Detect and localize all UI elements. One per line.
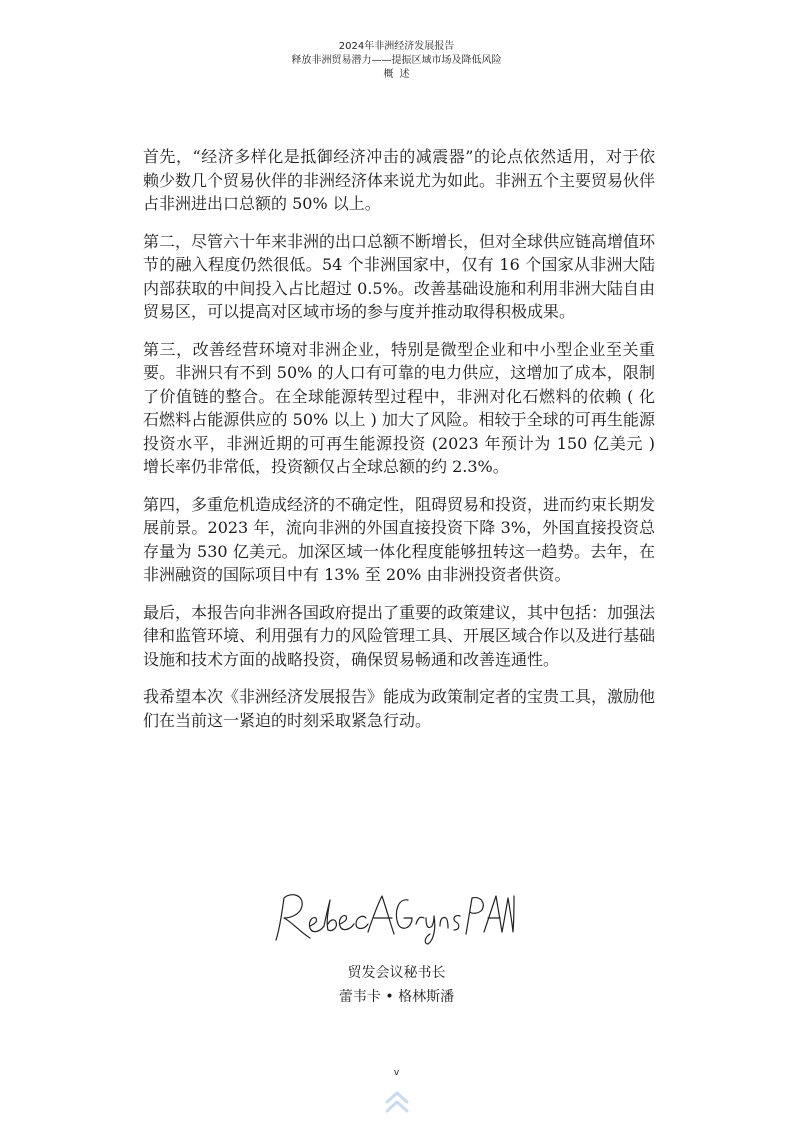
paragraph-fourth: 第四，多重危机造成经济的不确定性，阻碍贸易和投资，进而约束长期发展前景。2023 年，流向非洲的外国直接投资下降 3%，外国直接投资总存量为 530 亿美元。加深区域一体化程度能够扭转这一趋势。去年，在非洲融资的国际项目中有 13% 至 20% 由非洲投资者供资。 [143, 494, 656, 584]
body-text [143, 145, 655, 746]
running-header [0, 40, 793, 82]
handwritten-signature [270, 888, 515, 946]
paragraph-closing: 我希望本次《非洲经济发展报告》能成为政策制定者的宝贵工具，激励他们在当前这一紧迫的时刻采取紧急行动。 [143, 687, 656, 730]
page-number: v [393, 1068, 400, 1078]
paragraph-first: 首先，“经济多样化是抵御经济冲击的减震器”的论点依然适用，对于依赖少数几个贸易伙伴的非洲经济体来说尤为如此。非洲五个主要贸易伙伴占非洲进出口总额的 50% 以上。 [143, 147, 656, 213]
paragraph-finally: 最后，本报告向非洲各国政府提出了重要的政策建议，其中包括：加强法律和监管环境、利用强有力的风险管理工具、开展区域合作以及进行基础设施和技术方面的战略投资，确保贸易畅通和改善连通性。 [143, 602, 656, 669]
section-title: 概述 [383, 69, 416, 80]
paragraph-second: 第二，尽管六十年来非洲的出口总额不断增长，但对全球供应链高增值环节的融入程度仍然很低。54 个非洲国家中，仅有 16 个国家从非洲大陆内部获取的中间投入占比超过 0.5%。改善基础设施和利用非洲大陆自由贸易区，可以提高对区域市场的参与度并推动取得积极成果。 [143, 231, 656, 321]
signatory-name: 蕾韦卡 • 格林斯潘 [338, 989, 455, 1005]
report-title: 2024年非洲经济发展报告 [338, 41, 455, 52]
up-arrow-icon[interactable] [383, 1090, 411, 1114]
signatory-title: 贸发会议秘书长 [347, 965, 446, 981]
report-subtitle: 释放非洲贸易潜力——提振区域市场及降低风险 [291, 55, 502, 66]
paragraph-third: 第三，改善经营环境对非洲企业，特别是微型企业和中小型企业至关重要。非洲只有不到 50% 的人口有可靠的电力供应，这增加了成本，限制了价值链的整合。在全球能源转型过程中，非洲对化石燃料的依赖 ( 化石燃料占能源供应的 50% 以上 ) 加大了风险。相较于全球的可再生能源投资水平，非洲近期的可再生能源投资 (2023 年预计为 150 亿美元 ) 增长率仍非常低，投资额仅占全球总额的约 2.3%。 [143, 339, 655, 476]
